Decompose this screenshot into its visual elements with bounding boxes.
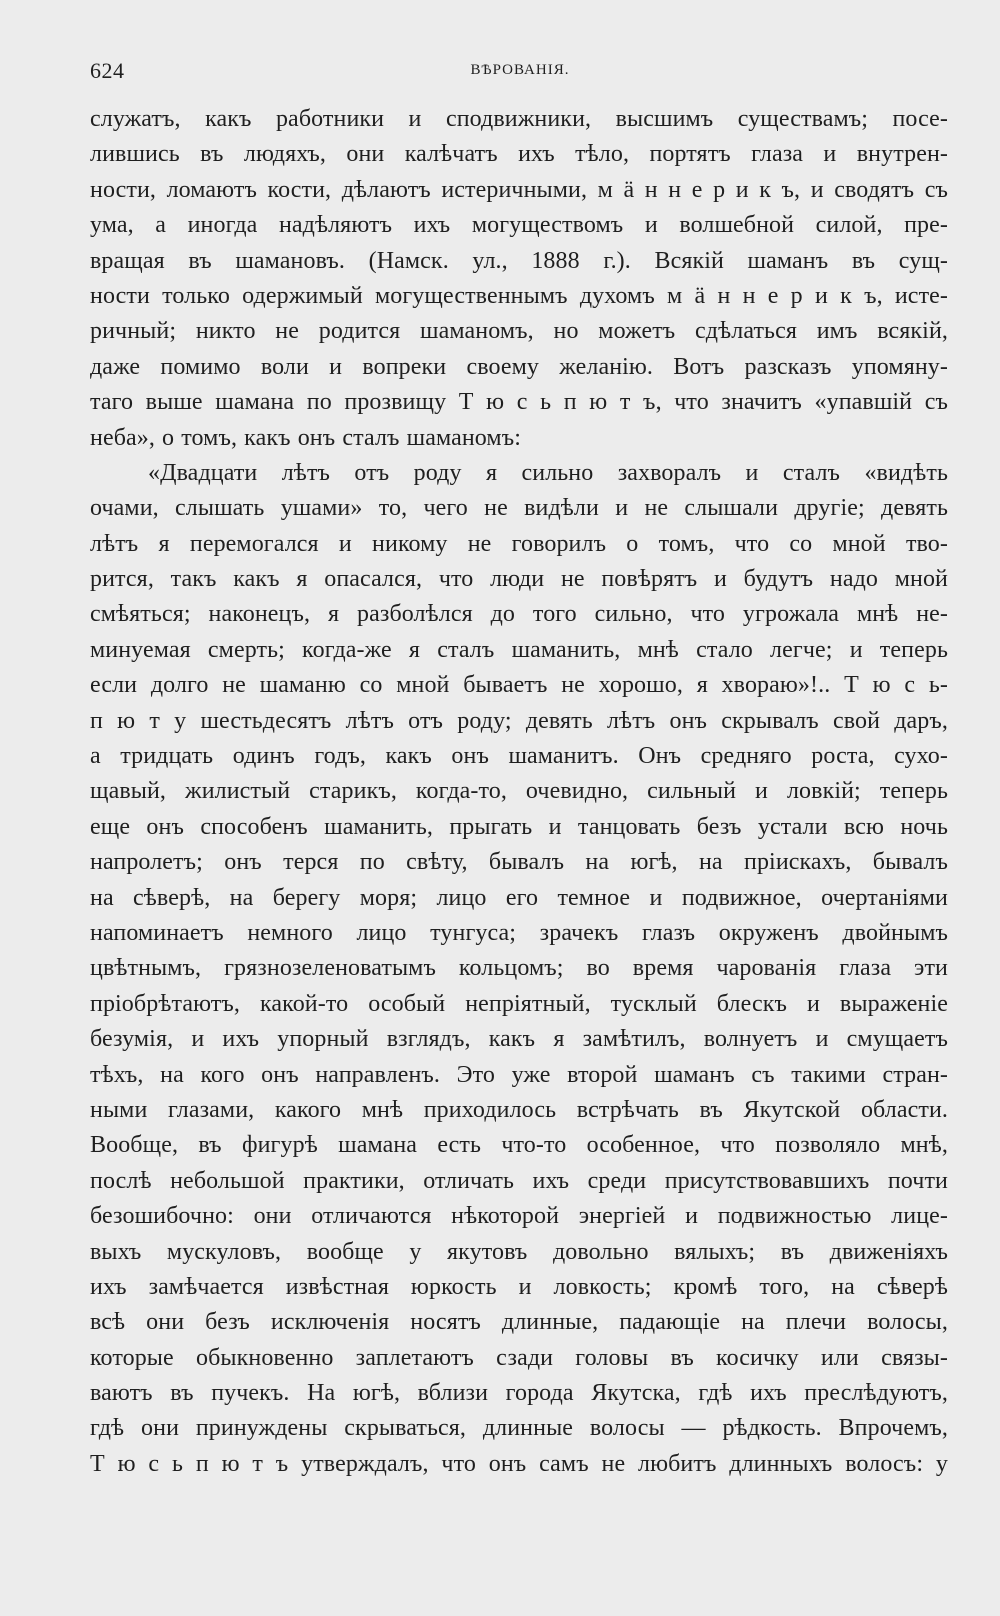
text-line: безошибочно: они отличаются нѣкоторой энергіей и подвижностью лице- — [90, 1203, 948, 1230]
text-line: на сѣверѣ, на берегу моря; лицо его темное и подвижное, очертаніями — [90, 884, 948, 911]
page-header — [90, 58, 950, 88]
body-text — [90, 102, 948, 1482]
text-line: тѣхъ, на кого онъ направленъ. Это уже второй шаманъ съ такими стран- — [90, 1061, 948, 1088]
text-line: ихъ замѣчается извѣстная юркость и ловкость; кромѣ того, на сѣверѣ — [90, 1273, 948, 1300]
text-line: ума, а иногда надѣляютъ ихъ могуществомъ и волшебной силой, пре- — [90, 212, 948, 239]
text-line: ности только одержимый могущественнымъ духомъ м ä н н е р и к ъ, исте- — [90, 282, 948, 309]
text-line: напоминаетъ немного лицо тунгуса; зрачекъ глазъ окруженъ двойнымъ — [90, 919, 948, 946]
text-line: если долго не шаманю со мной бываетъ не хорошо, я хвораю»!.. Т ю с ь- — [90, 672, 948, 699]
text-line: даже помимо воли и вопреки своему желанію. Вотъ разсказъ упомяну- — [90, 353, 948, 380]
text-line: п ю т у шестьдесятъ лѣтъ отъ роду; девять лѣтъ онъ скрывалъ свой даръ, — [90, 707, 948, 734]
text-line: цвѣтнымъ, грязнозеленоватымъ кольцомъ; во время чарованія глаза эти — [90, 955, 948, 982]
text-line: пріобрѣтаютъ, какой-то особый непріятный, тусклый блескъ и выраженіе — [90, 990, 948, 1017]
text-line: послѣ небольшой практики, отличать ихъ среди присутствовавшихъ почти — [90, 1167, 948, 1194]
text-line: которые обыкновенно заплетаютъ сзади головы въ косичку или связы- — [90, 1344, 948, 1371]
text-line: неба», о томъ, какъ онъ сталъ шаманомъ: — [90, 424, 521, 451]
text-line: служатъ, какъ работники и сподвижники, высшимъ существамъ; посе- — [90, 106, 948, 132]
text-line: еще онъ способенъ шаманить, прыгать и танцовать безъ устали всю ночь — [90, 813, 948, 840]
text-line: лившись въ людяхъ, они калѣчатъ ихъ тѣло, портятъ глаза и внутрен- — [90, 141, 948, 168]
text-line: щавый, жилистый старикъ, когда-то, очевидно, сильный и ловкій; теперь — [90, 778, 948, 805]
text-line: напролетъ; онъ терся по свѣту, бывалъ на югѣ, на пріискахъ, бывалъ — [90, 849, 948, 876]
text-line: безумія, и ихъ упорный взглядъ, какъ я замѣтилъ, волнуетъ и смущаетъ — [90, 1026, 948, 1053]
text-line: лѣтъ я перемогался и никому не говорилъ о томъ, что со мной тво- — [90, 530, 948, 557]
text-line: выхъ мускуловъ, вообще у якутовъ довольно вялыхъ; въ движеніяхъ — [90, 1238, 948, 1265]
text-line: вращая въ шамановъ. (Намск. ул., 1888 г.). Всякій шаманъ въ сущ- — [90, 247, 948, 274]
text-line: ричный; никто не родится шаманомъ, но можетъ сдѣлаться имъ всякій, — [90, 318, 948, 345]
page-number: 624 — [90, 58, 125, 83]
text-line: ности, ломаютъ кости, дѣлаютъ истеричными, м ä н н е р и к ъ, и сводятъ съ — [90, 176, 948, 203]
text-line: Т ю с ь п ю т ъ утверждалъ, что онъ самъ не любитъ длинныхъ волосъ: у — [90, 1450, 948, 1477]
text-line: «Двадцати лѣтъ отъ роду я сильно захворалъ и сталъ «видѣть — [148, 459, 948, 486]
text-line: минуемая смерть; когда-же я сталъ шаманить, мнѣ стало легче; и теперь — [90, 636, 948, 663]
text-line: таго выше шамана по прозвищу Т ю с ь п ю т ъ, что значитъ «упавшій съ — [90, 389, 948, 416]
text-line: а тридцать одинъ годъ, какъ онъ шаманитъ. Онъ средняго роста, сухо- — [90, 743, 948, 770]
text-line: ваютъ въ пучекъ. На югѣ, вблизи города Якутска, гдѣ ихъ преслѣдуютъ, — [90, 1380, 948, 1407]
text-line: всѣ они безъ исключенія носятъ длинные, падающіе на плечи волосы, — [90, 1309, 948, 1336]
text-line: очами, слышать ушами» то, чего не видѣли и не слышали другіе; девять — [90, 495, 948, 522]
text-line: смѣяться; наконецъ, я разболѣлся до того сильно, что угрожала мнѣ не- — [90, 601, 948, 628]
text-line: гдѣ они принуждены скрываться, длинные волосы — рѣдкость. Впрочемъ, — [90, 1415, 948, 1442]
text-line: рится, такъ какъ я опасался, что люди не повѣрятъ и будутъ надо мной — [90, 566, 948, 593]
text-line: ными глазами, какого мнѣ приходилось встрѣчать въ Якутской области. — [90, 1096, 948, 1123]
running-head: ВѢРОВАНІЯ. — [470, 62, 570, 78]
text-line: Вообще, въ фигурѣ шамана есть что-то особенное, что позволяло мнѣ, — [90, 1132, 948, 1159]
